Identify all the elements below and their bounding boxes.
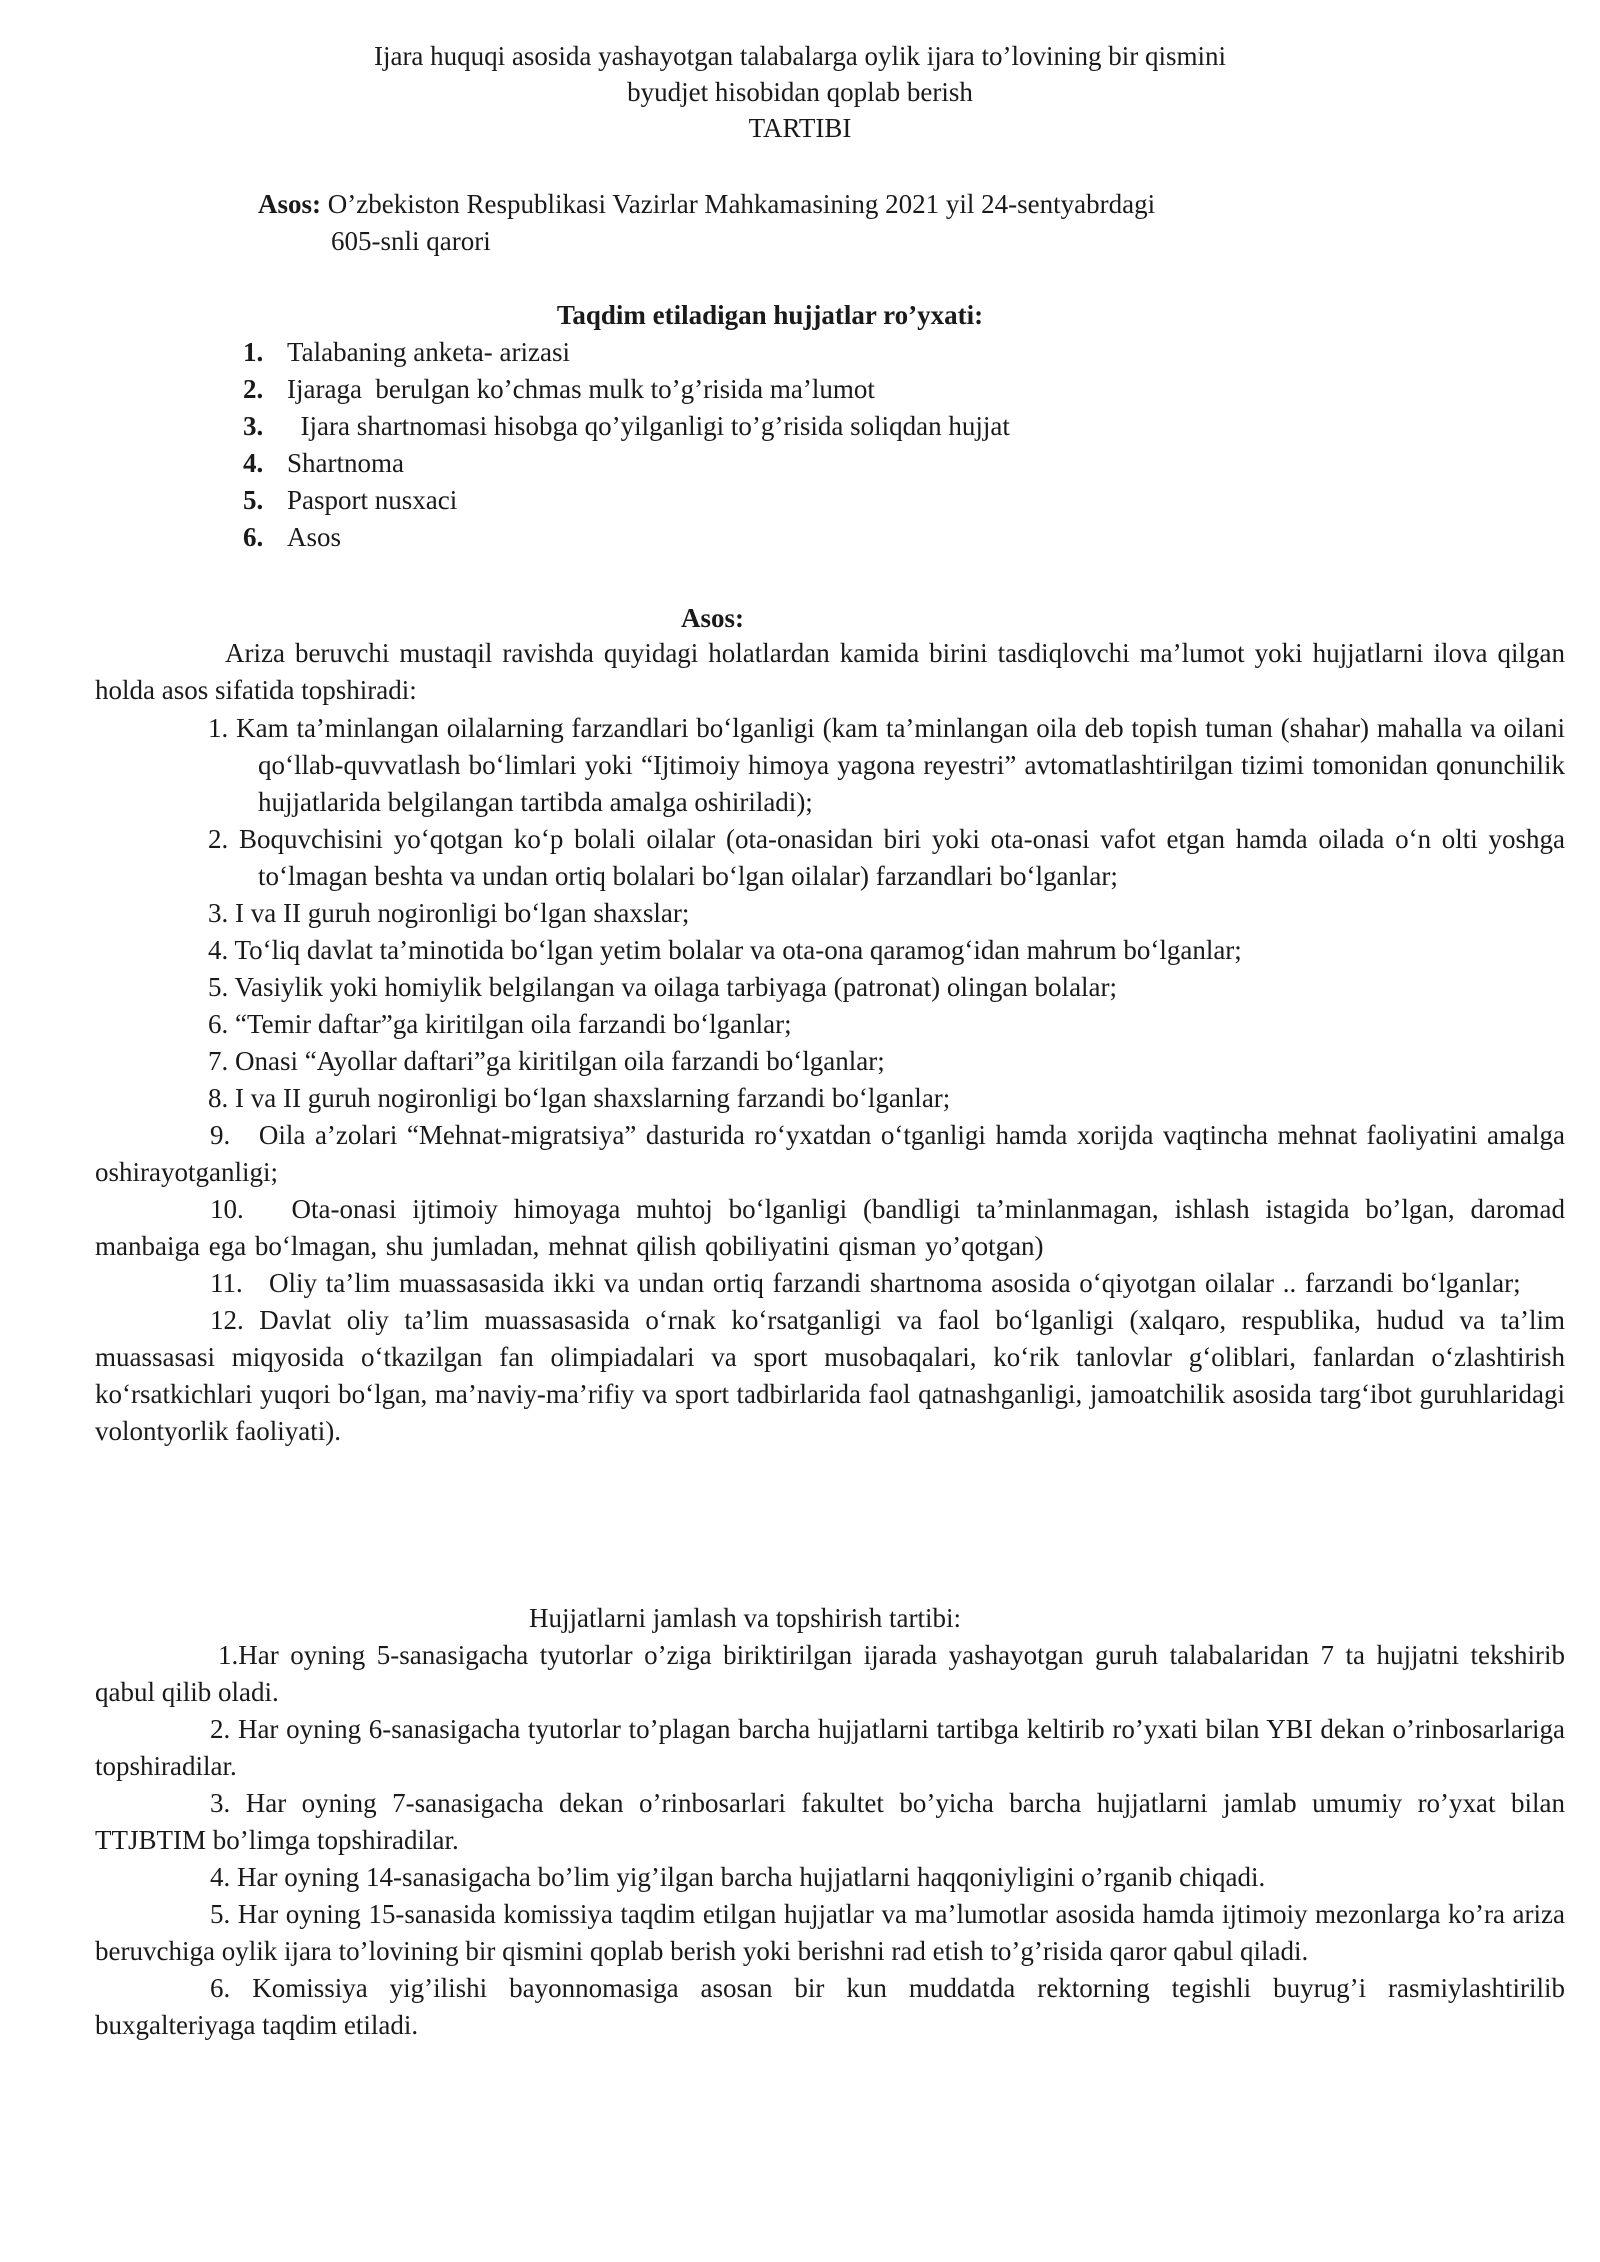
procedure-heading: Hujjatlarni jamlash va topshirish tartibi: [529, 1603, 961, 1633]
item-text: I va II guruh nogironligi bo‘lgan shaxslarning farzandi bo‘lganlar; [235, 1083, 951, 1113]
list-item [95, 895, 1565, 932]
item-text: Oliy ta’lim muassasasida ikki va undan ortiq farzandi shartnoma asosida o‘qiyotgan oilalar .. farzandi bo‘lganlar; [269, 1268, 1521, 1298]
item-text: “Temir daftar”ga kiritilgan oila farzandi bo‘lganlar; [235, 1009, 792, 1039]
documents-heading: Taqdim etiladigan hujjatlar ro’yxati: [556, 300, 984, 330]
list-item: 2. Har oyning 6-sanasigacha tyutorlar to’plagan barcha hujjatlarni tartibga keltirib ro’yxati bilan YBI dekan o’rinbosarlariga topshiradilar. [95, 1714, 1565, 1781]
item-text: Ota-onasi ijtimoiy himoyaga muhtoj bo‘lganligi (bandligi ta’minlanmagan, ishlash istagida bo’lgan, daromad manbaiga ega bo‘lmagan, shu jumladan, mehnat qilish qobiliyatini qisman yo’qotgan) [95, 1194, 1565, 1261]
basis-text-line-2: 605-snli qarori [331, 226, 491, 256]
legal-basis [258, 186, 1358, 260]
item-number: 10. [210, 1194, 244, 1224]
item-number: 6. [243, 522, 264, 552]
basis-text-line-1: O’zbekiston Respublikasi Vazirlar Mahkamasining 2021 yil 24-sentyabrdagi [321, 189, 1156, 219]
list-item [243, 482, 1343, 519]
list-item: 1.Har oyning 5-sanasigacha tyutorlar o’ziga biriktirilgan ijarada yashayotgan guruh talabalaridan 7 ta hujjatni tekshirib qabul qilib oladi. [95, 1640, 1565, 1707]
item-text: Ijara shartnomasi hisobga qo’yilganligi to’g’risida soliqdan hujjat [287, 411, 1010, 441]
item-number: 4. [208, 935, 229, 965]
item-text: Davlat oliy ta’lim muassasasida o‘rnak ko‘rsatganligi va faol bo‘lganligi (xalqaro, respublika, hudud va ta’lim muassasasi miqyosida o‘tkazilgan fan olimpiadalari va sport musobaqalari, ko‘rik tanlovlar g‘oliblari, fanlardan o‘zlashtirish ko‘rsatkichlari yuqori bo‘lgan, ma’naviy-ma’rifiy va sport tadbirlarida faol qatnashganligi, jamoatchilik asosida targ‘ibot guruhlaridagi volontyorlik faoliyati). [95, 1305, 1565, 1446]
item-text: Shartnoma [287, 448, 404, 478]
list-item [95, 710, 1565, 821]
list-item [95, 821, 1565, 895]
list-item [243, 371, 1343, 408]
list-item [95, 1117, 1565, 1191]
item-text: Pasport nusxaci [287, 485, 458, 515]
list-item [95, 969, 1565, 1006]
item-text: Onasi “Ayollar daftari”ga kiritilgan oila farzandi bo‘lganlar; [235, 1046, 885, 1076]
list-item [95, 1265, 1565, 1302]
item-number: 9. [210, 1120, 231, 1150]
title-line-2: byudjet hisobidan qoplab berish [627, 77, 973, 107]
item-number: 3. [208, 898, 229, 928]
item-text: Oila a’zolari “Mehnat-migratsiya” dasturida ro‘yxatdan o‘tganligi hamda xorijda vaqtincha mehnat faoliyatini amalga oshirayotganligi; [95, 1120, 1565, 1187]
list-item [243, 334, 1343, 371]
basis-label: Asos: [258, 189, 322, 219]
item-number: 8. [208, 1083, 229, 1113]
list-item [243, 519, 1343, 556]
document-title [0, 38, 1600, 146]
list-item [243, 445, 1343, 482]
list-item [95, 1043, 1565, 1080]
list-item [95, 1302, 1565, 1450]
grounds-intro: Ariza beruvchi mustaqil ravishda quyidagi holatlardan kamida birini tasdiqlovchi ma’lumot yoki hujjatlarni ilova qilgan holda asos sifatida topshiradi: [95, 638, 1565, 705]
item-text: Asos [287, 522, 342, 552]
list-item: 3. Har oyning 7-sanasigacha dekan o’rinbosarlari fakultet bo’yicha barcha hujjatlarni jamlab umumiy ro’yxat bilan TTJBTIM bo’limga topshiradilar. [95, 1788, 1565, 1855]
item-number: 2. [243, 374, 264, 404]
item-text: Vasiylik yoki homiylik belgilangan va oilaga tarbiyaga (patronat) olingan bolalar; [234, 972, 1118, 1002]
list-item: 6. Komissiya yig’ilishi bayonnomasiga asosan bir kun muddatda rektorning tegishli buyrug’i rasmiylashtirilib buxgalteriyaga taqdim etiladi. [95, 1973, 1565, 2040]
item-number: 4. [243, 448, 264, 478]
list-item: 5. Har oyning 15-sanasida komissiya taqdim etilgan hujjatlar va ma’lumotlar asosida hamda ijtimoiy mezonlarga ko’ra ariza beruvchiga oylik ijara to’lovining bir qismini qoplab berish yoki berishni rad etish to’g’risida qaror qabul qiladi. [95, 1899, 1565, 1966]
item-text: To‘liq davlat ta’minotida bo‘lgan yetim bolalar va ota-ona qaramog‘idan mahrum bo‘lganlar; [234, 935, 1242, 965]
item-text: Talabaning anketa- arizasi [287, 337, 570, 367]
documents-list [243, 334, 1343, 556]
item-number: 7. [208, 1046, 229, 1076]
item-number: 3. [243, 411, 264, 441]
item-number: 1. [243, 337, 264, 367]
item-number: 6. [208, 1009, 229, 1039]
item-number: 12. [210, 1305, 244, 1335]
item-text: I va II guruh nogironligi bo‘lgan shaxslar; [235, 898, 690, 928]
item-number: 5. [208, 972, 229, 1002]
item-text: Boquvchisini yo‘qotgan ko‘p bolali oilalar (ota-onasidan biri yoki ota-onasi vafot etgan hamda oilada o‘n olti yoshga to‘lmagan beshta va undan ortiq bolalari bo‘lgan oilalar) farzandlari bo‘lganlar; [238, 824, 1566, 891]
item-number: 2. [208, 824, 229, 854]
list-item [95, 1080, 1565, 1117]
list-item [95, 1006, 1565, 1043]
grounds-heading: Asos: [680, 603, 744, 633]
item-number: 5. [243, 485, 264, 515]
list-item [95, 1191, 1565, 1265]
list-item: 4. Har oyning 14-sanasigacha bo’lim yig’ilgan barcha hujjatlarni haqqoniyligini o’rganib chiqadi. [210, 1862, 1266, 1892]
list-item [95, 932, 1565, 969]
item-text: Kam ta’minlangan oilalarning farzandlari bo‘lganligi (kam ta’minlangan oila deb topish tuman (shahar) mahalla va oilani qo‘llab-quvvatlash bo‘limlari yoki “Ijtimoiy himoya yagona reyestri” avtomatlashtirilgan tizimi tomonidan qonunchilik hujjatlarida belgilangan tartibda amalga oshiriladi); [236, 713, 1566, 817]
item-number: 1. [208, 713, 229, 743]
procedure-list [95, 1637, 1565, 2044]
list-item [243, 408, 1343, 445]
title-line-3: TARTIBI [748, 113, 852, 143]
item-number: 11. [210, 1268, 243, 1298]
item-text: Ijaraga berulgan ko’chmas mulk to’g’risida ma’lumot [287, 374, 875, 404]
title-line-1: Ijara huquqi asosida yashayotgan talabalarga oylik ijara to’lovining bir qismini [373, 41, 1227, 71]
grounds-list [95, 710, 1565, 1450]
